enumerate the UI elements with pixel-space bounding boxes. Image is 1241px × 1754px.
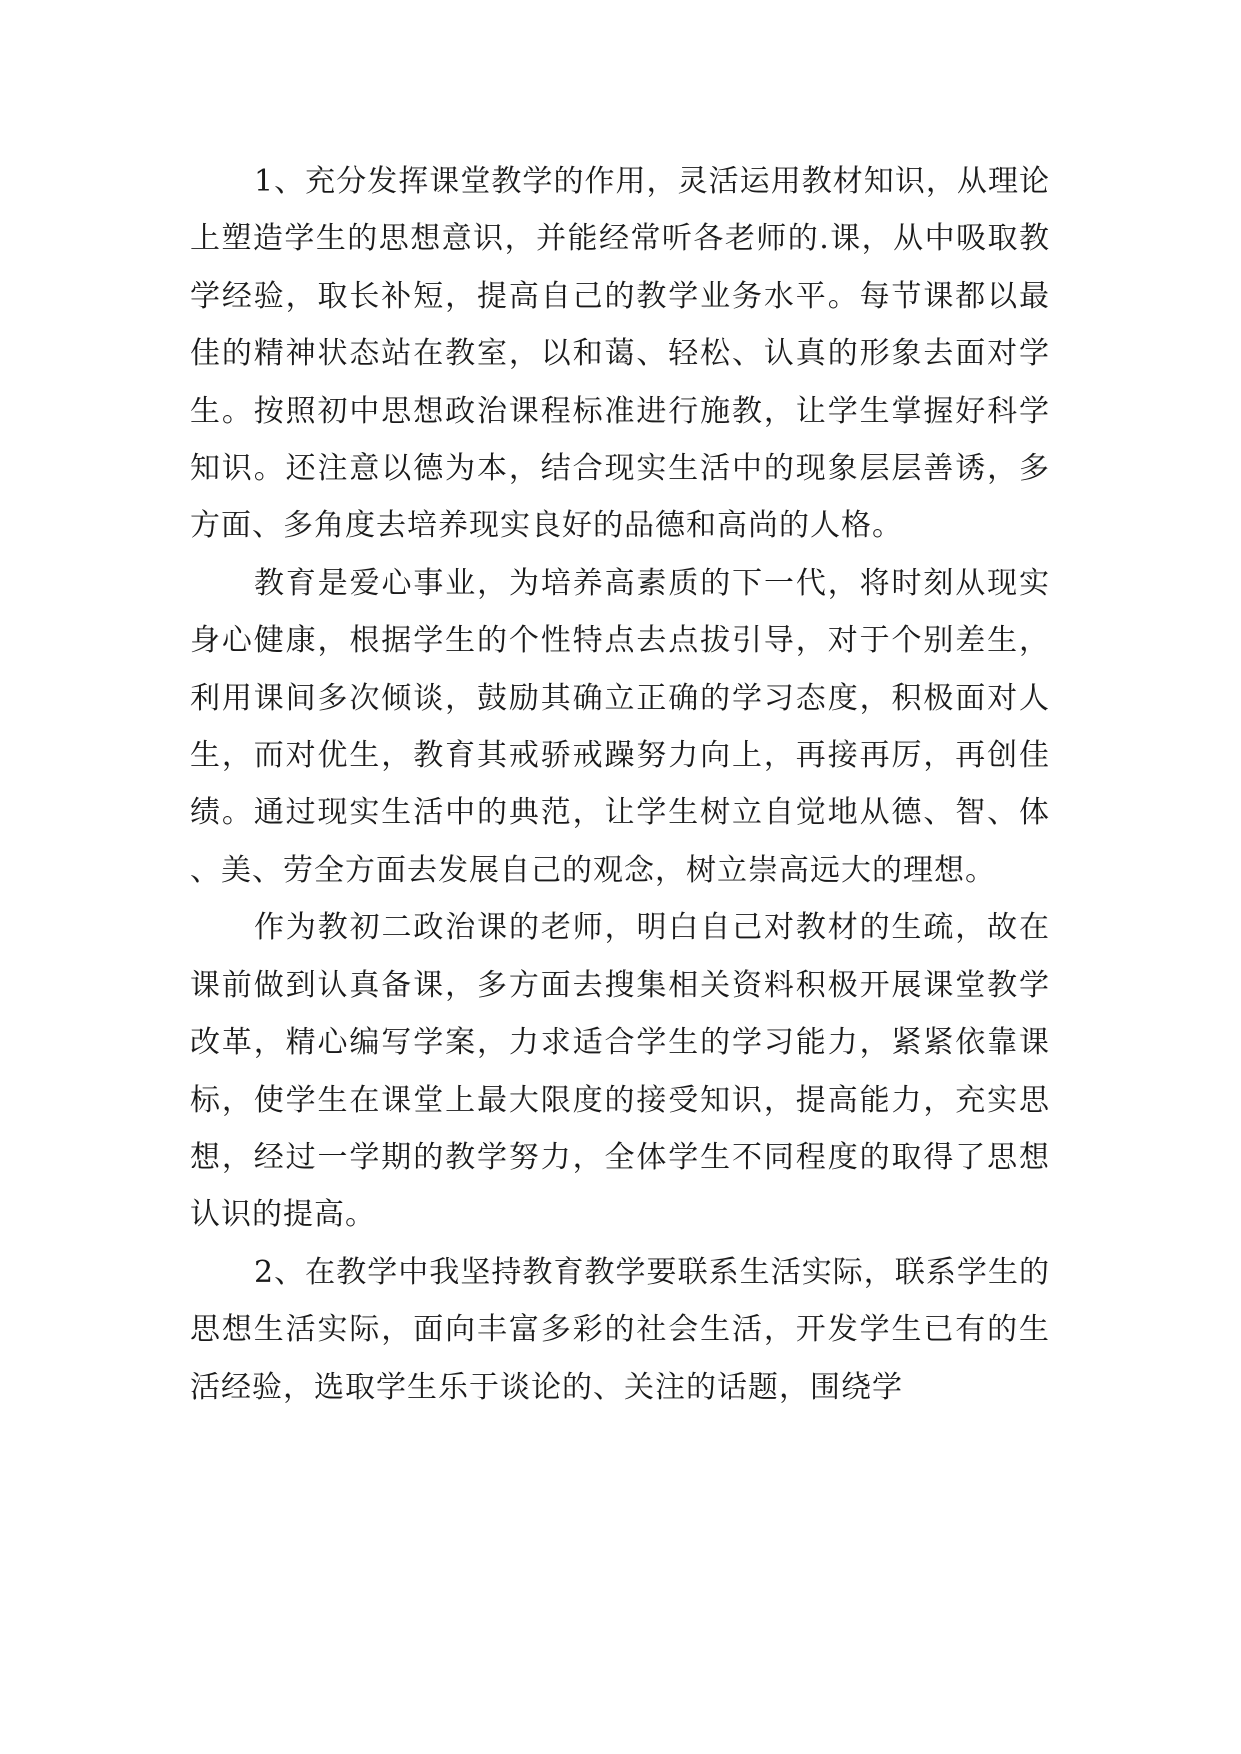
paragraph-1: 1、充分发挥课堂教学的作用，灵活运用教材知识，从理论上塑造学生的思想意识，并能经常听各老师的.课，从中吸取教学经验，取长补短，提高自己的教学业务水平。每节课都以最佳的精神状态站在教室，以和蔼、轻松、认真的形象去面对学生。按照初中思想政治课程标准进行施教，让学生掌握好科学知识。还注意以德为本，结合现实生活中的现象层层善诱，多方面、多角度去培养现实良好的品德和高尚的人格。	[190, 164, 1050, 544]
paragraph-4: 2、在教学中我坚持教育教学要联系生活实际，联系学生的思想生活实际，面向丰富多彩的社会生活，开发学生已有的生活经验，选取学生乐于谈论的、关注的话题，围绕学	[190, 1254, 1050, 1405]
document-body	[190, 153, 1050, 1416]
paragraph-3: 作为教初二政治课的老师，明白自己对教材的生疏，故在课前做到认真备课，多方面去搜集相关资料积极开展课堂教学改革，精心编写学案，力求适合学生的学习能力，紧紧依靠课标，使学生在课堂上最大限度的接受知识，提高能力，充实思想，经过一学期的教学努力，全体学生不同程度的取得了思想认识的提高。	[190, 910, 1050, 1233]
paragraph-2: 教育是爱心事业，为培养高素质的下一代，将时刻从现实身心健康，根据学生的个性特点去点拔引导，对于个别差生，利用课间多次倾谈，鼓励其确立正确的学习态度，积极面对人生，而对优生，教育其戒骄戒躁努力向上，再接再厉，再创佳绩。通过现实生活中的典范，让学生树立自觉地从德、智、体、美、劳全方面去发展自己的观念，树立崇高远大的理想。	[190, 565, 1050, 888]
